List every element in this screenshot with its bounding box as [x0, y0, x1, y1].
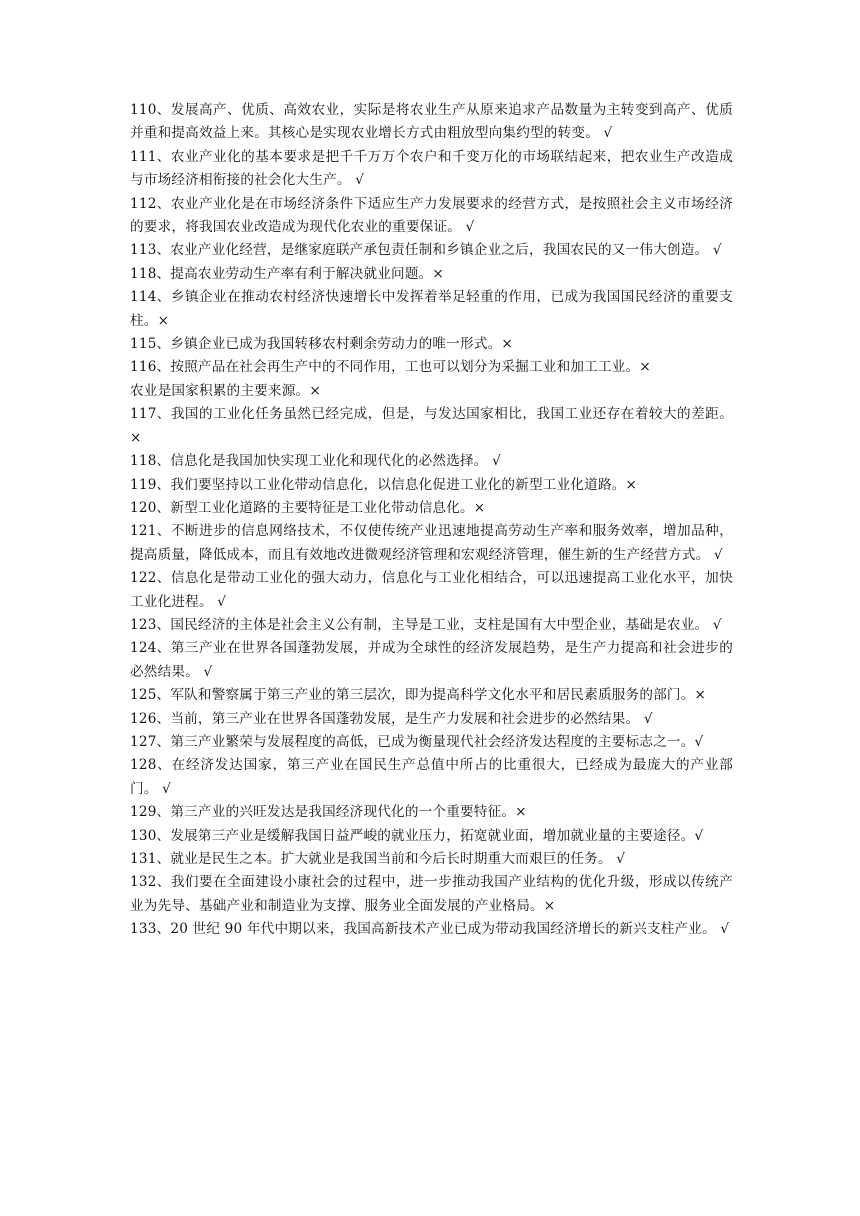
- statement-132: 132、我们要在全面建设小康社会的过程中，进一步推动我国产业结构的优化升级，形成以传统产业为先导、基础产业和制造业为支撑、服务业全面发展的产业格局。×: [130, 874, 733, 914]
- statement-124: 124、第三产业在世界各国蓬勃发展，并成为全球性的经济发展趋势，是生产力提高和社会进步的必然结果。 √: [130, 640, 733, 680]
- statement-128: 128、在经济发达国家，第三产业在国民生产总值中所占的比重很大，已经成为最庞大的产业部门。 √: [130, 757, 733, 797]
- statement-113: 113、农业产业化经营，是继家庭联产承包责任制和乡镇企业之后，我国农民的又一伟大创造。 √: [130, 242, 722, 259]
- statement-115: 115、乡镇企业已成为我国转移农村剩余劳动力的唯一形式。×: [130, 336, 513, 353]
- statement-116: 116、按照产品在社会再生产中的不同作用，工也可以划分为采掘工业和加工工业。×: [130, 359, 651, 376]
- statement-125: 125、军队和警察属于第三产业的第三层次，即为提高科学文化水平和居民素质服务的部门。×: [130, 687, 707, 704]
- statement-118a: 118、提高农业劳动生产率有利于解决就业问题。×: [130, 265, 445, 282]
- statement-121: 121、不断进步的信息网络技术，不仅使传统产业迅速地提高劳动生产率和服务效率，增加品种，提高质量，降低成本，而且有效地改进微观经济管理和宏观经济管理，催生新的生产经营方式。 √: [130, 523, 733, 563]
- statement-119: 119、我们要坚持以工业化带动信息化，以信息化促进工业化的新型工业化道路。×: [130, 476, 638, 493]
- statement-114: 114、乡镇企业在推动农村经济快速增长中发挥着举足轻重的作用，已成为我国国民经济的重要支柱。×: [130, 289, 733, 329]
- statement-126: 126、当前，第三产业在世界各国蓬勃发展，是生产力发展和社会进步的必然结果。 √: [130, 710, 653, 727]
- statement-110: 110、发展高产、优质、高效农业，实际是将农业生产从原来追求产品数量为主转变到高产、优质并重和提高效益上来。其核心是实现农业增长方式由粗放型向集约型的转变。 √: [130, 102, 733, 142]
- statement-111: 111、农业产业化的基本要求是把千千万万个农户和千变万化的市场联结起来，把农业生产改造成与市场经济相衔接的社会化大生产。 √: [130, 148, 733, 189]
- statement-123: 123、国民经济的主体是社会主义公有制，主导是工业，支柱是国有大中型企业，基础是农业。 √: [130, 616, 722, 633]
- statement-unnumbered: 农业是国家积累的主要来源。×: [130, 382, 321, 399]
- statement-122: 122、信息化是带动工业化的强大动力，信息化与工业化相结合，可以迅速提高工业化水平，加快工业化进程。 √: [130, 570, 733, 610]
- statement-118b: 118、信息化是我国加快实现工业化和现代化的必然选择。 √: [130, 453, 501, 470]
- statement-120: 120、新型工业化道路的主要特征是工业化带动信息化。×: [130, 499, 486, 516]
- statement-127: 127、第三产业繁荣与发展程度的高低，已成为衡量现代社会经济发达程度的主要标志之一。√: [130, 733, 704, 750]
- statement-133: 133、20 世纪 90 年代中期以来，我国高新技术产业已成为带动我国经济增长的新兴支柱产业。 √: [130, 921, 730, 938]
- statement-117: 117、我国的工业化任务虽然已经完成，但是，与发达国家相比，我国工业还存在着较大的差距。×: [130, 406, 733, 446]
- statement-130: 130、发展第三产业是缓解我国日益严峻的就业压力，拓宽就业面，增加就业量的主要途径。√: [130, 827, 704, 844]
- document-body: [130, 99, 733, 942]
- statement-129: 129、第三产业的兴旺发达是我国经济现代化的一个重要特征。×: [130, 804, 527, 821]
- statement-131: 131、就业是民生之本。扩大就业是我国当前和今后长时期重大而艰巨的任务。 √: [130, 851, 626, 867]
- statement-112: 112、农业产业化是在市场经济条件下适应生产力发展要求的经营方式，是按照社会主义市场经济的要求，将我国农业改造成为现代化农业的重要保证。 √: [130, 195, 733, 236]
